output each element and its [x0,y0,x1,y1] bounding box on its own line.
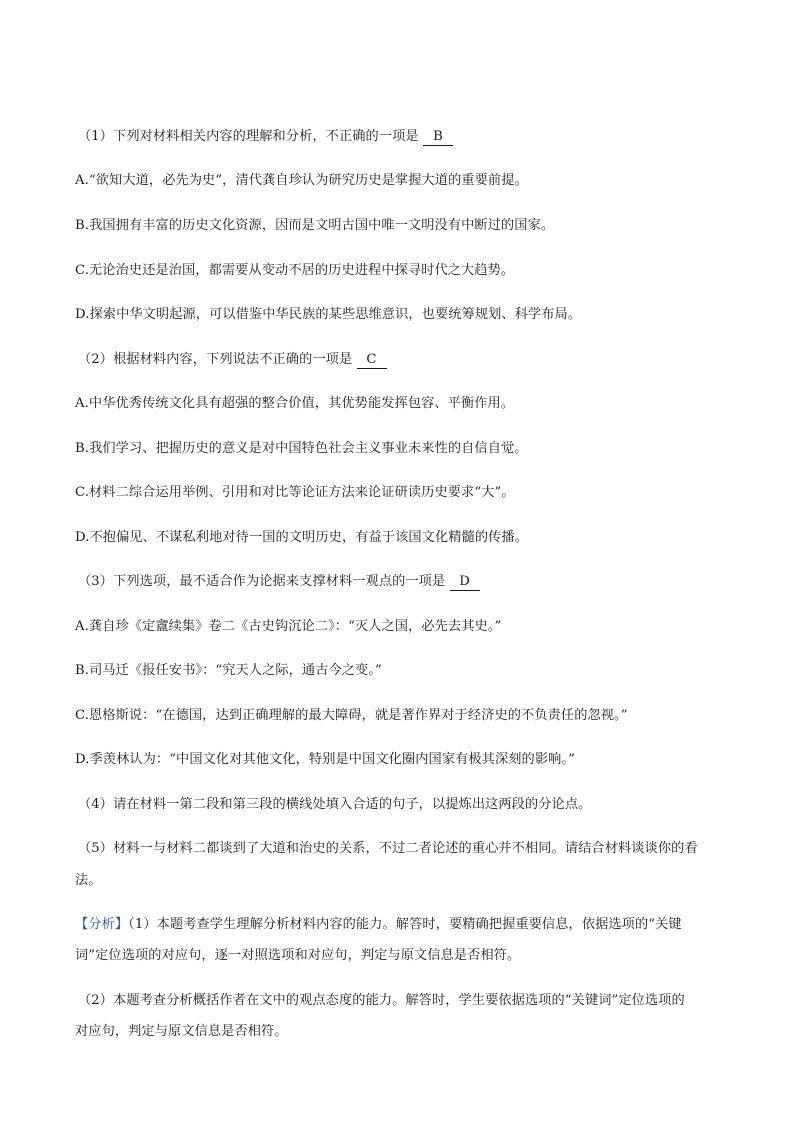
question-2-option-c: C.材料二综合运用举例、引用和对比等论证方法来论证研读历史要求“大”。 [75,485,515,500]
analysis-paragraph-2-line-1: （2）本题考查分析概括作者在文中的观点态度的能力。解答时，学生要依据选项的“关键词”定位选项的 [78,993,685,1008]
question-2-option-b: B.我们学习、把握历史的意义是对中国特色社会主义事业未来性的自信自觉。 [75,441,528,456]
question-5-line-1: （5）材料一与材料二都谈到了大道和治史的关系，不过二者论述的重心并不相同。请结合材料谈谈你的看 [78,841,698,856]
question-4: （4）请在材料一第二段和第三段的横线处填入合适的句子，以提炼出这两段的分论点。 [78,797,592,812]
question-2-option-d: D.不抱偏见、不谋私利地对待一国的文明历史，有益于该国文化精髓的传播。 [75,530,528,545]
question-2-option-a: A.中华优秀传统文化具有超强的整合价值，其优势能发挥包容、平衡作用。 [75,396,515,411]
question-1-stem: （1）下列对材料相关内容的理解和分析，不正确的一项是 B [78,127,453,147]
question-3-option-c: C.恩格斯说：“在德国，达到正确理解的最大障碍，就是著作界对于经济史的不负责任的忽视。” [75,708,628,723]
question-3-option-a: A.龚自珍《定盦续集》卷二《古史钩沉论二》：“灭人之国，必先去其史。” [75,619,502,634]
question-3-stem: （3）下列选项，最不适合作为论据来支撑材料一观点的一项是 D [78,572,480,592]
analysis-paragraph-1-line-1: 【分析】（1）本题考查学生理解分析材料内容的能力。解答时，要精确把握重要信息，依据选项的“关键 [75,917,682,932]
analysis-paragraph-2-line-2: 对应句，判定与原文信息是否相符。 [75,1024,288,1039]
analysis-paragraph-1-line-2: 词”定位选项的对应句，逐一对照选项和对应句，判定与原文信息是否相符。 [75,948,521,963]
question-2-stem: （2）根据材料内容，下列说法不正确的一项是 C [78,350,387,370]
question-3-option-d: D.季羡林认为：“中国文化对其他文化，特别是中国文化圈内国家有极其深刻的影响。” [75,752,575,767]
question-1-option-a: A.“欲知大道，必先为史”，清代龚自珍认为研究历史是掌握大道的重要前提。 [75,173,528,188]
question-3-answer: D [450,574,480,591]
question-5-line-2: 法。 [75,873,102,888]
question-2-answer: C [357,352,387,369]
question-1-answer: B [423,129,453,146]
question-1-option-c: C.无论治史还是治国，都需要从变动不居的历史进程中探寻时代之大趋势。 [75,263,515,278]
question-3-option-b: B.司马迁《报任安书》：“究天人之际，通古今之变。” [75,663,382,678]
question-1-option-b: B.我国拥有丰富的历史文化资源，因而是文明古国中唯一文明没有中断过的国家。 [75,218,555,233]
question-1-option-d: D.探索中华文明起源，可以借鉴中华民族的某些思维意识，也要统筹规划、科学布局。 [75,307,582,322]
analysis-tag: 【分析】 [75,917,129,932]
